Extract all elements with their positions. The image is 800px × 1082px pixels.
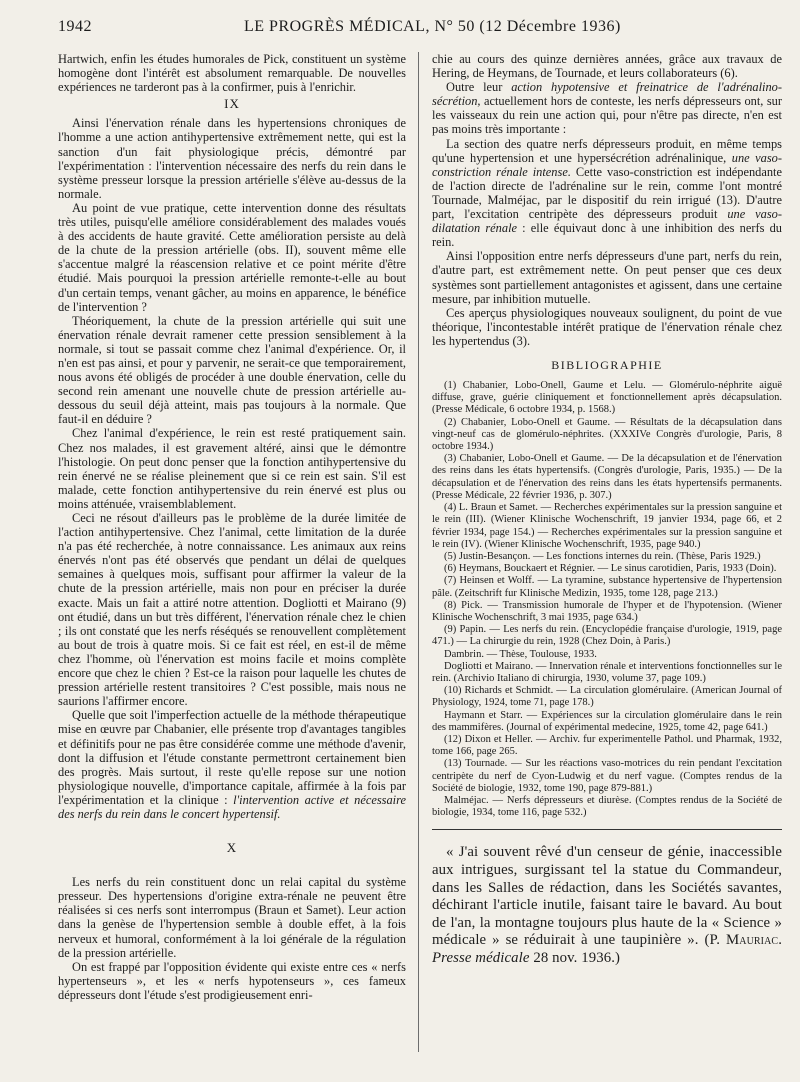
quote-author: Mauriac	[725, 932, 779, 949]
text-run: Quelle que soit l'imperfection actuelle de la méthode thérapeutique mise en œuvre par Chabanier, elle présente trop d'avantages tangibles et définitifs pour ne pas être considérée comme une méthode d'avenir, dont la diffusion et l'étude constante permettront certainement bien des progrès. Mais surtout, il reste qu'elle repose sur une notion physiologique nouvelle, d'importance capitale, affirmée à la fois par l'expérimentation et la clinique :	[58, 708, 406, 807]
paragraph	[432, 80, 782, 136]
journal-title: LE PROGRÈS MÉDICAL, N° 50 (12 Décembre 1936)	[244, 18, 621, 35]
bibliography-entry: Dambrin. — Thèse, Toulouse, 1933.	[444, 648, 597, 660]
bibliography-entry: (8) Pick. — Transmission humorale de l'hyper et de l'hypotension. (Wiener Klinische Wochenschrift, 3 mai 1935, page 634.)	[432, 599, 782, 623]
paragraph: Les nerfs du rein constituent donc un relai capital du système presseur. Des hypertensions d'origine extra-rénale ne peuvent être réalisées si ces nerfs sont interrompus (Braun et Samet). Leur action dans la genèse de l'hypertension semble à double effet, à la fois nerveux et humoral, conformément à la loi générale de la régulation de la pression artérielle.	[58, 875, 406, 960]
paragraph: Ainsi l'opposition entre nerfs dépresseurs d'une part, nerfs du rein, d'autre part, est extrêmement nette. On peut penser que ces deux systèmes sont partiellement antagonistes et agissent, dans une certaine mesure, par inhibition mutuelle.	[432, 249, 782, 306]
page-number: 1942	[58, 18, 92, 35]
bibliography-heading: BIBLIOGRAPHIE	[551, 357, 663, 372]
paragraph: Ceci ne résout d'ailleurs pas le problème de la durée limitée de l'action antihypertensive. Chez l'animal, cette limitation de la durée n'a pas été recherchée, à notre connaissance. Les animaux aux reins énervés n'ont pas été observés que pendant un délai de quelques semaines à quelques mois, suffisant pour affirmer la valeur de la chute de la pression artérielle, mais non pour en préciser la durée exacte. Mais un fait a attiré notre attention. Dogliotti et Mairano (9) ont étudié, dans un but très différent, l'énervation rénale chez le chien ; ils ont constaté que les nerfs réséqués se renouvellent complètement au bout de trois à quatre mois. Si ce fait est réel, en est-il de même chez l'homme, où l'énervation est moins facile et moins complète encore que chez le chien ? Est-ce la raison pour laquelle les chutes de pression artérielle restent transitoires ? C'est possible, mais nous ne saurions l'affirmer encore.	[58, 511, 406, 709]
text-run: La section des quatre nerfs dépresseurs produit, en même temps qu'une hypertension et une hypersécrétion adrénalinique,	[432, 136, 782, 165]
bibliography-entry: (1) Chabanier, Lobo-Onell, Gaume et Lelu. — Glomérulo-néphrite aiguë diffuse, grave, guérie cliniquement et fonctionnellement après décapsulation. (Presse Médicale, 6 octobre 1934, p. 1568.)	[432, 380, 782, 416]
bibliography-entry: (13) Tournade. — Sur les réactions vaso-motrices du rein pendant l'excitation centripète du nerf de Cyon-Ludwig et du nerf vague. (Comptes rendus de la Société de biologie, 1932, tome 190, page 879-881.)	[432, 758, 782, 794]
paragraph	[58, 708, 406, 821]
italic-conclusion: l'intervention active et nécessaire des nerfs du rein dans le concert hypertensif.	[58, 792, 406, 821]
paragraph: Hartwich, enfin les études humorales de Pick, constituent un système homogène dont l'intérêt est absolument remarquable. De nouvelles expériences ne tarderont pas à la confirmer, puis à l'enrichir.	[58, 52, 406, 95]
paragraph: chie au cours des quinze dernières années, grâce aux travaux de Hering, de Heymans, de Tournade, et leurs collaborateurs (6).	[432, 52, 782, 81]
section-heading-x: X	[226, 840, 238, 856]
bibliography-entry: (4) L. Braun et Samet. — Recherches expérimentales sur la pression sanguine et le rein (III). (Wiener Klinische Wochenschrift, 19 janvier 1934, page 66, et 2 février 1934, page 154.) — Recherches expérimentales sur la pression sanguine et le rein (IV). (Wiener Klinische Wochenschrift, 1935, page 940.)	[432, 502, 782, 550]
paragraph: Théoriquement, la chute de la pression artérielle qui suit une énervation rénale devrait ramener cette pression sensiblement à la normale, si tout se passait comme chez l'animal d'expérience. Or, il n'en est pas ainsi, et pour y parvenir, ne serait-ce que temporairement, nous avons été obligés de procéder à une double énervation, celle du second rein amenant une nouvelle chute de pression artérielle au-dessous du seuil déjà atteint, mais pas toujours à la normale. Que faut-il en déduire ?	[58, 313, 406, 427]
paragraph: On est frappé par l'opposition évidente qui existe entre ces « nerfs hypertenseurs », et les « nerfs hypotenseurs », ces fameux dépresseurs dont l'étude s'est prodigieusement enri-	[58, 959, 406, 1002]
bibliography-entry: (9) Papin. — Les nerfs du rein. (Encyclopédie française d'urologie, 1919, page 471.) — La chirurgie du rein, 1928 (Chez Doin, à Paris.)	[432, 624, 782, 648]
paragraph: Ces aperçus physiologiques nouveaux soulignent, du point de vue théorique, l'incontestable intérêt pratique de l'énervation rénale chez les hypertendus (3).	[432, 305, 782, 348]
italic-run: une vaso-constriction rénale intense.	[432, 150, 783, 179]
quote-source: Presse médicale	[432, 949, 530, 966]
bibliography-entry: (5) Justin-Besançon. — Les fonctions internes du rein. (Thèse, Paris 1929.)	[444, 550, 761, 562]
paragraph: Chez l'animal d'expérience, le rein est resté pratiquement sain. Chez nos malades, il est gravement altéré, ainsi que le démontre l'histologie. On peut donc penser que la fonction antihypertensive du rein énervé ne se réalise pleinement que si ce rein est sain. S'il est malade, cette fonction antihypertensive du rein énervé est plus ou moins atténuée, vraisemblablement.	[58, 426, 406, 511]
left-column	[58, 52, 406, 1062]
section-heading-ix: IX	[224, 96, 240, 112]
text-run: actuellement hors de conteste, les nerfs dépresseurs ont, sur les vaisseaux du rein une action qui, pour n'être pas directe, n'en est pas moins très importante :	[432, 94, 782, 137]
bibliography-entry: (7) Heinsen et Wolff. — La tyramine, substance hypertensive de l'hypertension pâle. (Zeitschrift fur Klinische Medizin, 1935, tome 128, page 213.)	[432, 575, 782, 599]
bibliography-entry: Haymann et Starr. — Expériences sur la circulation glomérulaire dans le rein des mammifères. (Journal of expérimental medecine, 1925, tome 42, page 641.)	[432, 709, 782, 733]
bibliography-entry: (6) Heymans, Bouckaert et Régnier. — Le sinus carotidien, Paris, 1933 (Doin).	[444, 563, 777, 575]
italic-run: action hypotensive et freinatrice de l'adrénalino-sécrétion,	[432, 80, 782, 109]
text-run: .	[778, 932, 782, 949]
paragraph: Ainsi l'énervation rénale dans les hypertensions chroniques de l'homme a une action antihypertensive extrêmement nette, qui est la sanction d'un fait physiologique précis, démontré par l'expérimentation : l'intervention nécessaire des nerfs du rein dans le système presseur lorsque la pression artérielle s'élève au-dessus de la normale.	[58, 116, 406, 201]
bibliography-entry: Dogliotti et Mairano. — Innervation rénale et interventions fonctionnelles sur le rein. (Archivio Italiano di chirurgia, 1930, volume 37, page 109.)	[432, 660, 782, 684]
mauriac-quote	[432, 844, 782, 967]
bibliography-entry: (2) Chabanier, Lobo-Onell et Gaume. — Résultats de la décapsulation dans vingt-neuf cas de glomérulo-néphrites. (XXXIVe Congrès d'urologie, Paris, 8 octobre 1934.)	[432, 416, 782, 453]
page-header	[58, 18, 780, 40]
bibliography-entry: (10) Richards et Schmidt. — La circulation glomérulaire. (American Journal of Physiology, 1924, tome 71, page 178.)	[432, 685, 782, 709]
text-run: Cette vaso-constriction est indépendante de l'action directe de l'adrénaline sur le rein, comme l'ont montré Tournade, Malméjac, par le dispositif du rein irrigué (13). D'autre part, l'excitation centripète des dépresseurs produit	[432, 164, 782, 222]
text-run: : elle équivaut donc à une inhibition des nerfs du rein.	[432, 221, 782, 250]
right-column	[432, 52, 782, 1062]
bibliography-entry: (12) Dixon et Heller. — Archiv. fur experimentelle Pathol. und Pharmak, 1932, tome 166, page 265.	[432, 733, 782, 758]
quote-date: 28 nov. 1936.)	[529, 949, 621, 966]
bibliography-entry: Malméjac. — Nerfs dépresseurs et diurèse. (Comptes rendus de la Société de biologie, 1934, tome 116, page 532.)	[432, 794, 782, 819]
italic-run: une vaso-dilatation rénale	[432, 207, 783, 236]
paragraph: Au point de vue pratique, cette intervention donne des résultats très utiles, puisqu'elle améliore considérablement des malades voués à des accidents de haute gravité. Cette amélioration persiste au delà de la chute de la pression artérielle (obs. II), souvent même elle s'accentue malgré la réascension relative et ce point mérite d'être étudié. Mais pourquoi la pression artérielle remonte-t-elle au bout d'un certain temps, venant gâcher, au moins en apparence, le bénéfice de l'intervention ?	[58, 200, 406, 314]
column-divider	[418, 52, 419, 1052]
quote-text: « J'ai souvent rêvé d'un censeur de génie, inaccessible aux intrigues, surgissant tel la statue du Commandeur, dans les Salles de rédaction, dans les Sociétés savantes, déchirant l'article inutile, faisant taire le bavard. Au bout de l'an, la montagne toujours plus haute de la « Science » médicale » se réduirait à une taupinière ». (P.	[432, 844, 782, 949]
text-run: Outre leur	[446, 80, 512, 95]
horizontal-rule	[432, 829, 782, 830]
bibliography-entry: (3) Chabanier, Lobo-Onell et Gaume. — De la décapsulation et de l'énervation des reins dans les états hypertensifs. (Congrès d'urologie, Paris, 1935.) — De la décapsulation et de l'énervation des reins dans les états hypertensifs permanents. (Presse Médicale, 22 février 1936, p. 307.)	[432, 453, 782, 501]
paragraph	[432, 137, 782, 250]
